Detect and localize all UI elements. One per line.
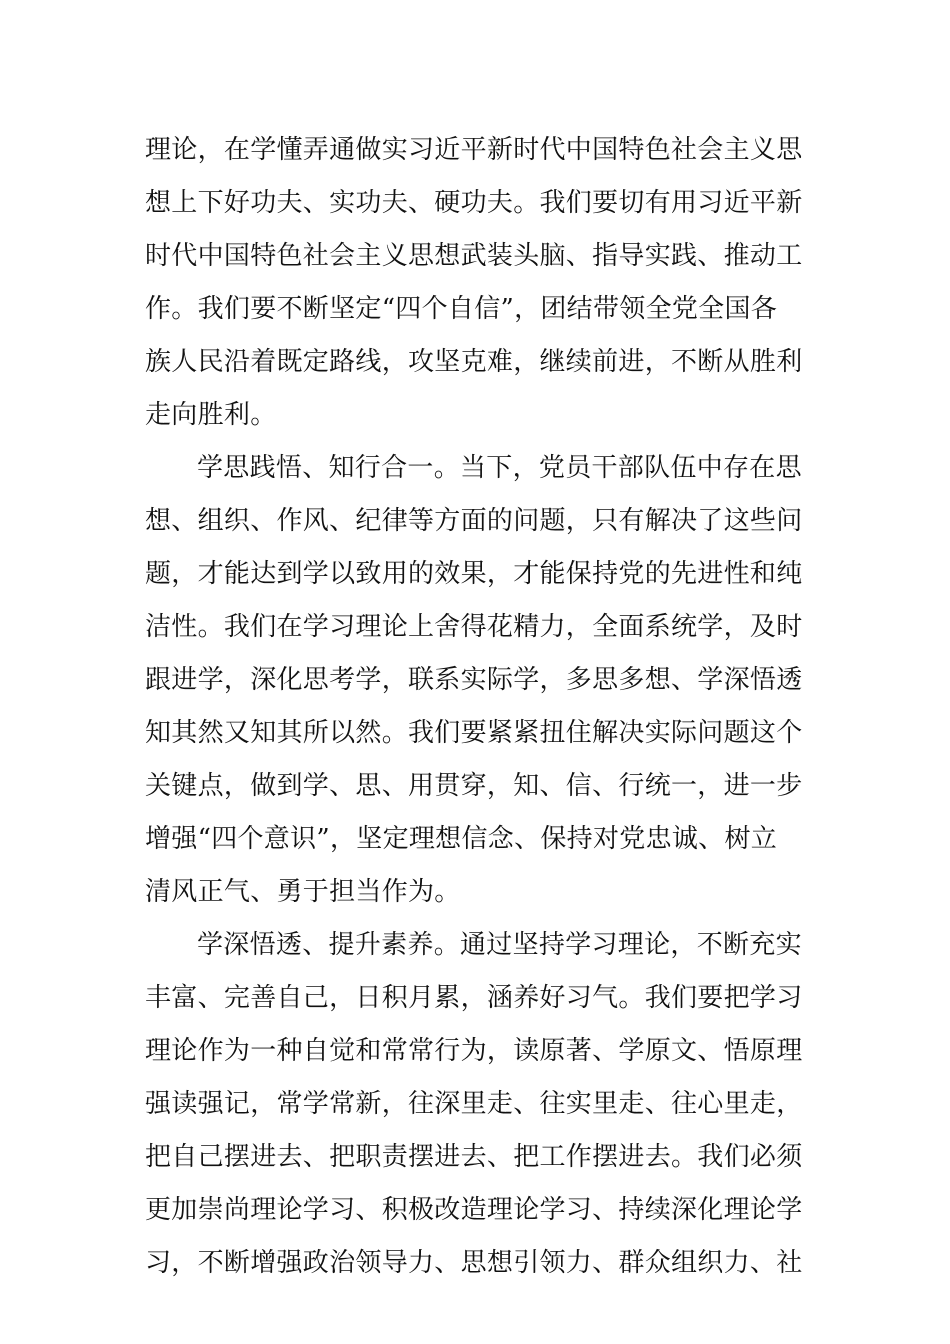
paragraph-1-line-2: 想上下好功夫、实功夫、硬功夫。我们要切有用习近平新	[145, 188, 803, 218]
paragraph-1-line-3: 时代中国特色社会主义思想武装头脑、指导实践、推动工	[145, 241, 803, 271]
paragraph-2-line-7: 关键点，做到学、思、用贯穿，知、信、行统一，进一步	[145, 771, 803, 801]
paragraph-2-line-9: 清风正气、勇于担当作为。	[145, 877, 461, 907]
paragraph-1-line-6: 走向胜利。	[145, 400, 277, 430]
paragraph-3-line-5: 把自己摆进去、把职责摆进去、把工作摆进去。我们必须	[145, 1142, 803, 1172]
paragraph-3-line-6: 更加崇尚理论学习、积极改造理论学习、持续深化理论学	[145, 1195, 803, 1225]
paragraph-3-line-4: 强读强记，常学常新，往深里走、往实里走、往心里走，	[145, 1089, 803, 1119]
paragraph-2-line-2: 想、组织、作风、纪律等方面的问题，只有解决了这些问	[145, 506, 803, 536]
paragraph-3-line-1: 学深悟透、提升素养。通过坚持学习理论，不断充实	[197, 930, 802, 960]
paragraph-2-line-8: 增强“四个意识”，坚定理想信念、保持对党忠诚、树立	[145, 824, 778, 854]
paragraph-1-line-4: 作。我们要不断坚定“四个自信”，团结带领全党全国各	[145, 294, 778, 324]
paragraph-2-line-4: 洁性。我们在学习理论上舍得花精力，全面系统学，及时	[145, 612, 803, 642]
paragraph-2-line-1: 学思践悟、知行合一。当下，党员干部队伍中存在思	[197, 453, 802, 483]
paragraph-2-line-3: 题，才能达到学以致用的效果，才能保持党的先进性和纯	[145, 559, 803, 589]
paragraph-3-line-3: 理论作为一种自觉和常常行为，读原著、学原文、悟原理	[145, 1036, 803, 1066]
paragraph-2-line-5: 跟进学，深化思考学，联系实际学，多思多想、学深悟透	[145, 665, 803, 695]
paragraph-3-line-7: 习，不断增强政治领导力、思想引领力、群众组织力、社	[145, 1248, 803, 1278]
paragraph-3-line-2: 丰富、完善自己，日积月累，涵养好习气。我们要把学习	[145, 983, 803, 1013]
paragraph-2-line-6: 知其然又知其所以然。我们要紧紧扭住解决实际问题这个	[145, 718, 803, 748]
document-body	[145, 124, 815, 1290]
paragraph-1-line-1: 理论，在学懂弄通做实习近平新时代中国特色社会主义思	[145, 135, 803, 165]
paragraph-1-line-5: 族人民沿着既定路线，攻坚克难，继续前进，不断从胜利	[145, 347, 803, 377]
